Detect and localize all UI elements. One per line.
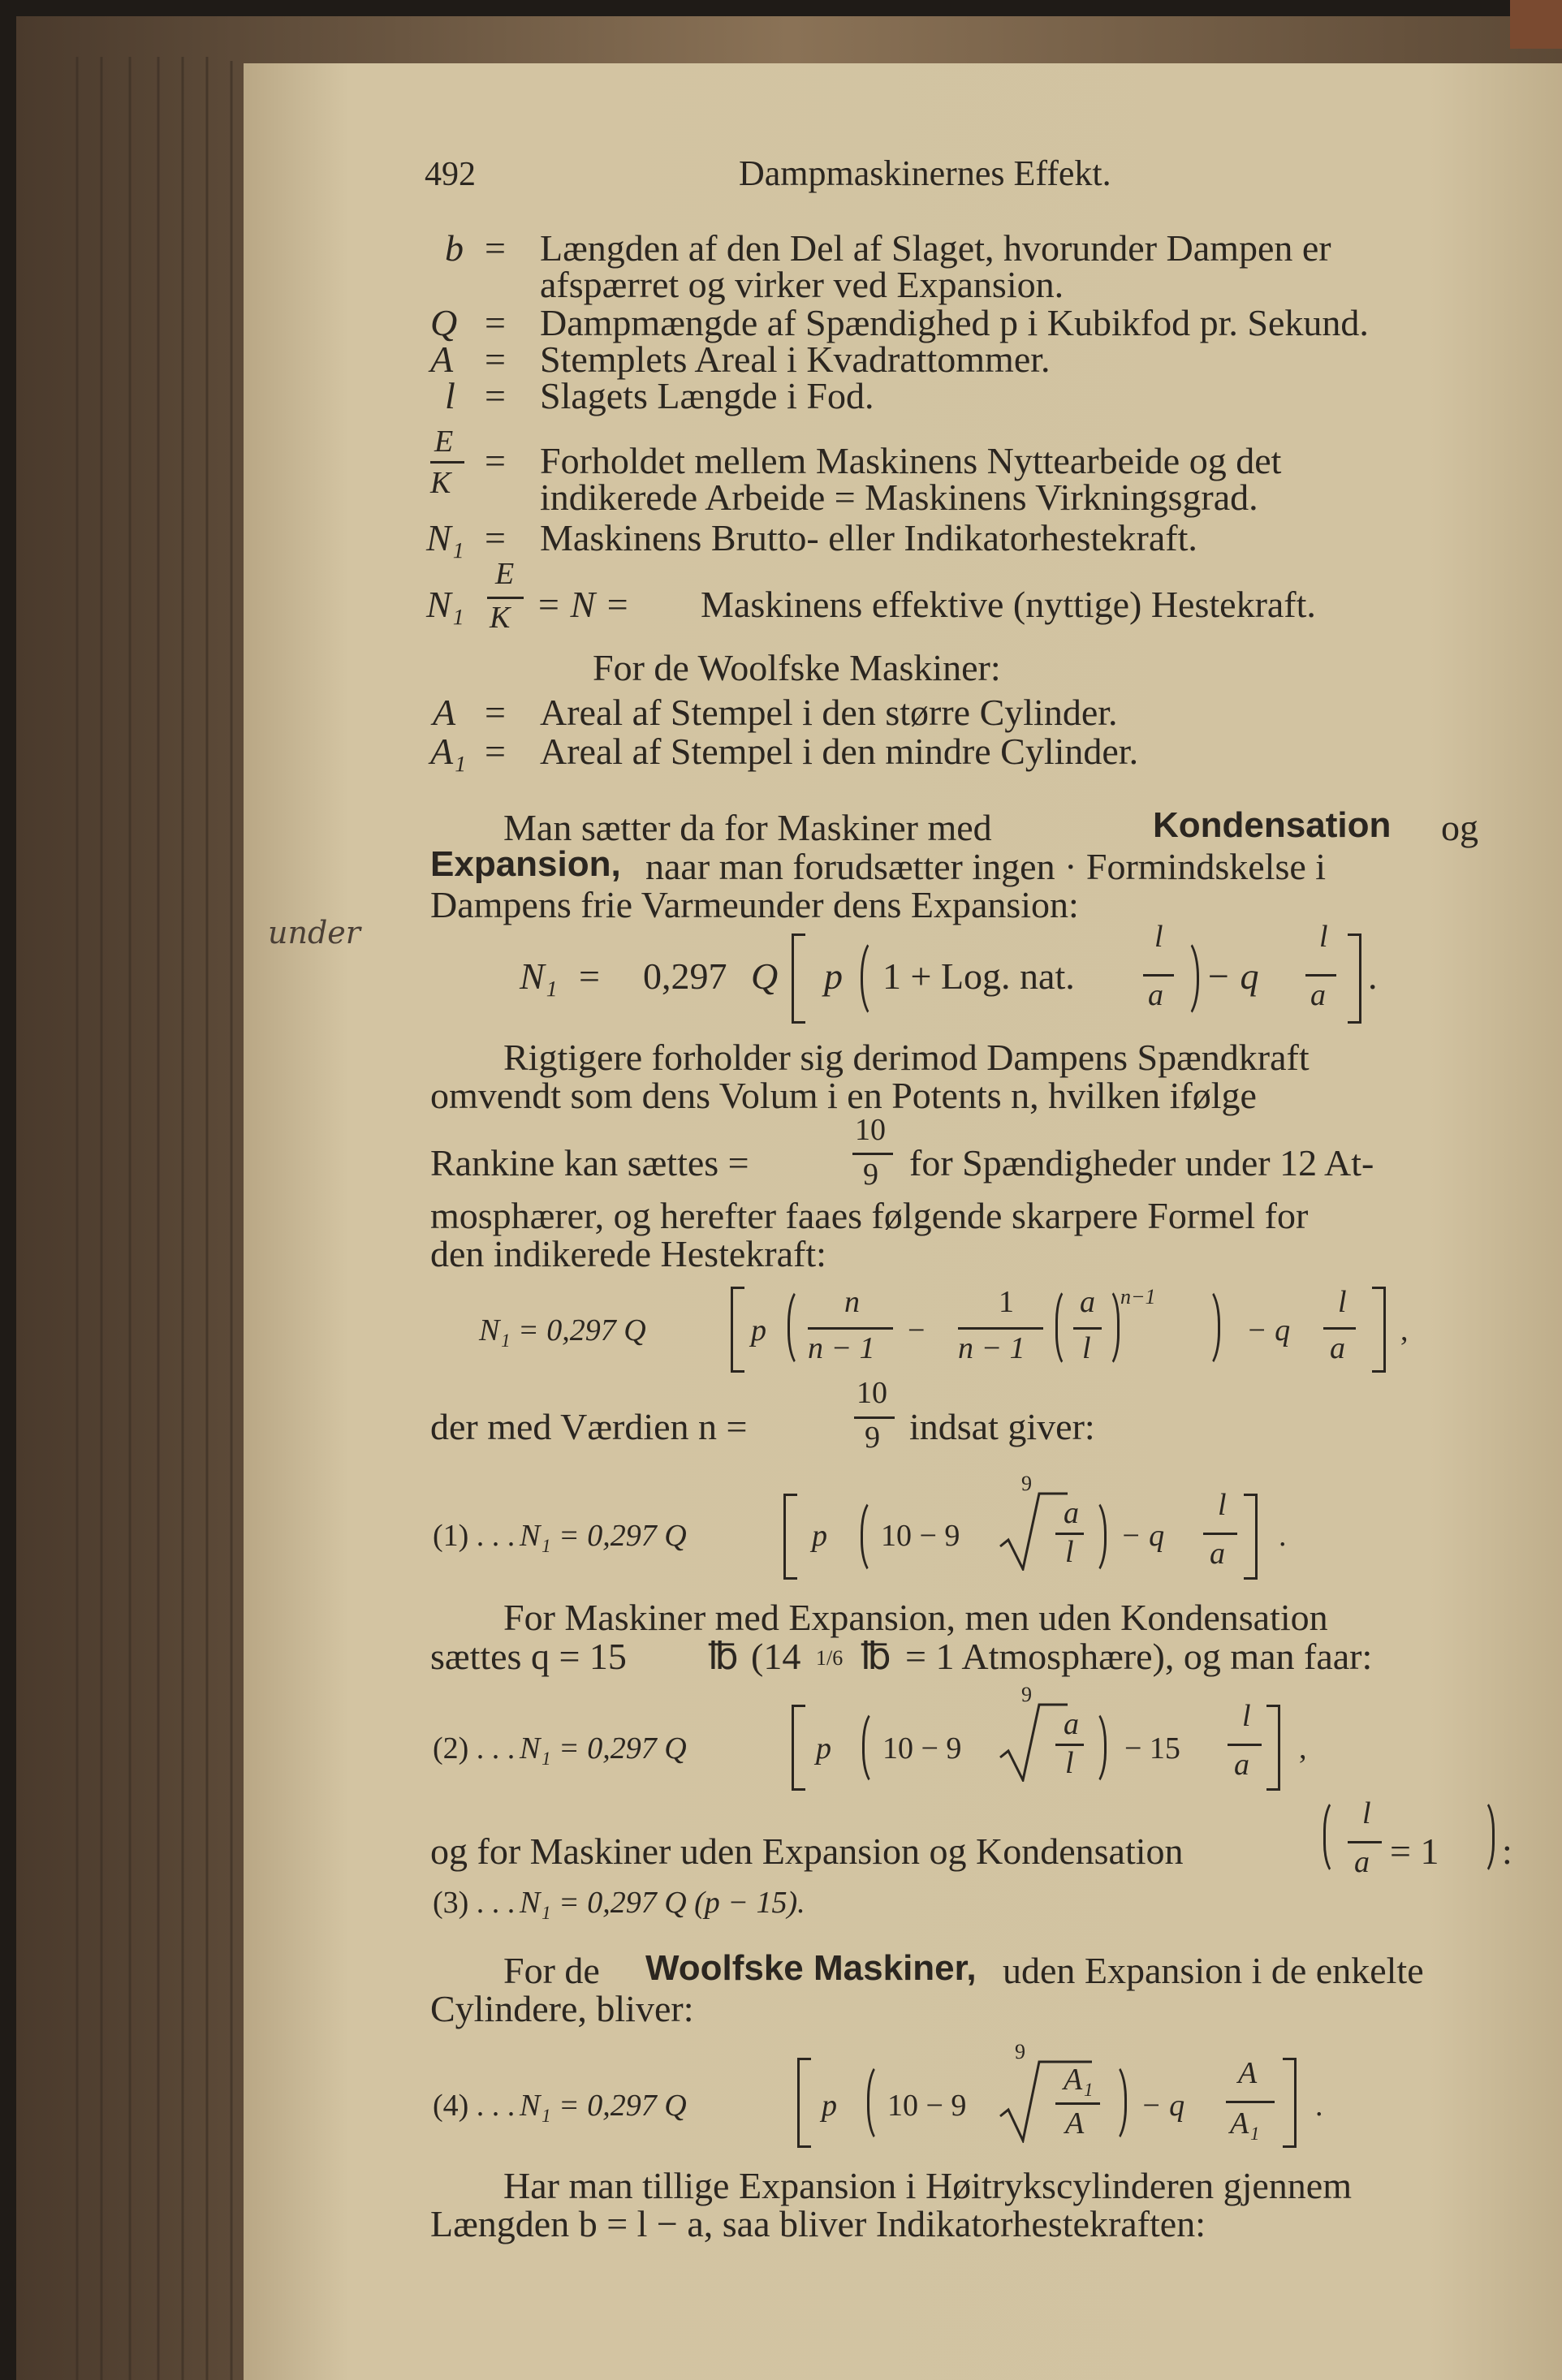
eq-label: (1) . . . [433, 1519, 516, 1553]
def-text: Maskinens effektive (nyttige) Hestekraft. [701, 584, 1316, 625]
fraction-numerator: a [1080, 1285, 1095, 1319]
paragraph-line: Man sætter da for Maskiner med [503, 807, 992, 848]
root-sign-icon [999, 1490, 1068, 1571]
eq-end: . [1368, 955, 1378, 997]
bracket-left [792, 1705, 805, 1791]
eq-minus-q: − q [1141, 2089, 1185, 2123]
fraction-bar [808, 1327, 893, 1330]
eq-lhs: N₁ = 0,297 Q [520, 1519, 687, 1553]
root-index: 9 [1015, 2040, 1025, 2063]
eq-coef: 0,297 [643, 955, 727, 997]
fraction-numerator: l [1218, 1488, 1227, 1522]
fraction-numerator: a [1064, 1496, 1079, 1530]
paragraph-line: Dampens frie Varmeunder dens Expansion: [430, 884, 1079, 925]
fraction-numerator: a [1064, 1707, 1079, 1741]
eq-one-plus-log: 1 + Log. nat. [882, 955, 1075, 997]
bracket-right [1266, 1705, 1280, 1791]
fraction-numerator: l [1362, 1796, 1371, 1830]
fraction-bar [1143, 974, 1174, 977]
fraction-numerator: l [1338, 1285, 1347, 1319]
paragraph-line: indsat giver: [909, 1406, 1095, 1447]
fraction-bar [1203, 1533, 1237, 1535]
def-text: Stemplets Areal i Kvadrattommer. [540, 338, 1051, 380]
def-equals: = [485, 692, 506, 733]
paragraph-line: For de [503, 1950, 600, 1991]
fraction-denominator: a [1354, 1845, 1370, 1879]
fraction-bar [1323, 1327, 1356, 1330]
fraction-denominator: l [1065, 1746, 1074, 1780]
fraction-denominator: a [1210, 1537, 1225, 1571]
paragraph-bold: Kondensation [1153, 805, 1392, 845]
def-text: Længden af den Del af Slaget, hvorunder Dampen er [540, 227, 1331, 269]
paragraph-line: = 1 Atmosphære), og man faar: [905, 1636, 1373, 1677]
paragraph-line: Rankine kan sættes = [430, 1142, 749, 1184]
bracket-right [1244, 1494, 1258, 1580]
paragraph-line: uden Expansion i de enkelte [1003, 1950, 1424, 1991]
fraction-denominator: a [1330, 1331, 1345, 1365]
fraction-bar [1055, 2102, 1100, 2105]
fraction-denominator: K [490, 601, 511, 635]
def-symbol: A₁ [430, 731, 467, 772]
fraction-denominator: a [1234, 1748, 1249, 1782]
paragraph-line: for Spændigheder under 12 At- [909, 1142, 1374, 1184]
fraction-bar [487, 597, 524, 599]
def-text: Areal af Stempel i den mindre Cylinder. [540, 731, 1139, 772]
fraction-denominator: A [1065, 2106, 1085, 2141]
small-fraction: 1/6 [816, 1646, 844, 1670]
bracket-left [792, 933, 805, 1024]
margin-handwritten-note: under [268, 915, 360, 951]
def-equals: = [485, 338, 506, 380]
pound-symbol: ℔ [708, 1636, 739, 1677]
paragraph-line: sættes q = 15 [430, 1636, 627, 1677]
paragraph-line: For Maskiner med Expansion, men uden Kondensation [503, 1597, 1328, 1638]
fraction-bar [854, 1416, 895, 1419]
condition-rest: = 1 [1390, 1830, 1439, 1872]
def-text: Maskinens Brutto- eller Indikatorhestekraft. [540, 517, 1197, 558]
eq-minus-fifteen: − 15 [1124, 1731, 1180, 1766]
def-equals: = N = [536, 584, 630, 625]
root-sign-icon [999, 1701, 1068, 1782]
def-text-cont: afspærret og virker ved Expansion. [540, 264, 1064, 305]
def-equals: = [485, 302, 506, 343]
eq-label: (2) . . . [433, 1731, 516, 1766]
fraction-numerator: E [434, 425, 454, 459]
fraction-denominator: n − 1 [808, 1331, 875, 1365]
fraction-numerator: E [495, 557, 515, 591]
fraction-numerator: 1 [999, 1285, 1014, 1319]
eq-minus-q: − q [1206, 955, 1259, 997]
paragraph-line: den indikerede Hestekraft: [430, 1233, 826, 1274]
def-equals: = [485, 517, 506, 558]
eq-minus-q: − q [1246, 1313, 1291, 1347]
page-number: 492 [425, 156, 476, 193]
fraction-numerator: l [1242, 1699, 1251, 1733]
paren-left [1323, 1798, 1340, 1876]
eq-ten-minus-nine: 10 − 9 [881, 1519, 960, 1553]
bracket-right [1348, 933, 1361, 1024]
eq-end: , [1400, 1313, 1409, 1347]
bracket-right [1283, 2058, 1297, 2148]
bracket-left [797, 2058, 811, 2148]
def-equals: = [485, 731, 506, 772]
eq-p: p [824, 955, 843, 997]
paragraph-line: og [1441, 807, 1478, 848]
eq-end: , [1299, 1731, 1307, 1766]
paragraph-line: og for Maskiner uden Expansion og Kondensation [430, 1830, 1184, 1872]
def-symbol: N₁ [426, 517, 464, 558]
fraction-numerator: A₁ [1064, 2063, 1094, 2097]
def-symbol: A [433, 692, 456, 733]
fraction-denominator: 9 [865, 1421, 880, 1455]
eq-p: p [812, 1519, 827, 1553]
paragraph-line: Rigtigere forholder sig derimod Dampens Spændkraft [503, 1037, 1310, 1078]
colon: : [1502, 1830, 1512, 1872]
eq-end: . [1279, 1519, 1287, 1553]
eq-exponent: n−1 [1120, 1285, 1156, 1309]
def-text: Areal af Stempel i den større Cylinder. [540, 692, 1118, 733]
paragraph-line: Længden b = l − a, saa bliver Indikatorhestekraften: [430, 2203, 1206, 2244]
eq-lhs: N₁ = 0,297 Q [520, 1731, 687, 1766]
eq-lhs: N₁ = 0,297 Q [520, 2089, 687, 2123]
paragraph-line: der med Værdien n = [430, 1406, 748, 1447]
eq-p: p [822, 2089, 837, 2123]
def-text: Dampmængde af Spændighed p i Kubikfod pr. Sekund. [540, 302, 1369, 343]
paragraph-line: Har man tillige Expansion i Høitrykscylinderen gjennem [503, 2165, 1352, 2206]
eq-label: (3) . . . [433, 1886, 516, 1920]
fraction-numerator: l [1154, 920, 1163, 954]
def-symbol: N₁ [426, 584, 464, 625]
fraction-denominator: l [1082, 1331, 1091, 1365]
fraction-bar [430, 461, 464, 463]
running-title: Dampmaskinernes Effekt. [739, 153, 1111, 193]
def-symbol: Q [430, 302, 458, 343]
fraction-numerator: l [1319, 920, 1328, 954]
bracket-left [783, 1494, 797, 1580]
def-equals: = [485, 375, 506, 416]
fraction-denominator: 9 [863, 1158, 878, 1192]
fraction-bar [958, 1327, 1043, 1330]
eq-label: (4) . . . [433, 2089, 516, 2123]
def-text-cont: indikerede Arbeide = Maskinens Virkningsgrad. [540, 476, 1258, 518]
fraction-numerator: A [1238, 2056, 1258, 2090]
eq-minus-q: − q [1120, 1519, 1165, 1553]
paragraph-line: (14 [751, 1636, 801, 1677]
def-text: Slagets Længde i Fod. [540, 375, 874, 416]
pound-symbol: ℔ [861, 1636, 891, 1677]
eq-lhs: N₁ [520, 955, 558, 997]
root-index: 9 [1021, 1472, 1032, 1495]
paragraph-bold: Expansion, [430, 844, 621, 884]
fraction-denominator: l [1065, 1535, 1074, 1569]
def-symbol: b [445, 227, 464, 269]
paren-left [1055, 1287, 1072, 1369]
root-index: 9 [1021, 1683, 1032, 1706]
eq-lhs: N₁ = 0,297 Q [479, 1313, 646, 1347]
bracket-left [731, 1287, 744, 1373]
paragraph-line: Cylindere, bliver: [430, 1988, 694, 2029]
def-equals: = [485, 440, 506, 481]
fraction-denominator: A₁ [1230, 2106, 1260, 2141]
fraction-bar [1305, 974, 1336, 977]
def-symbol: l [445, 375, 455, 416]
bracket-right [1372, 1287, 1386, 1373]
fraction-denominator: a [1148, 978, 1163, 1012]
def-equals: = [485, 227, 506, 269]
fraction-bar [1226, 2101, 1275, 2103]
equation-3: N₁ = 0,297 Q (p − 15). [520, 1886, 805, 1920]
fraction-bar [1348, 1841, 1382, 1843]
eq-ten-minus-nine: 10 − 9 [887, 2089, 967, 2123]
fraction-denominator: n − 1 [958, 1331, 1025, 1365]
fraction-bar [1228, 1744, 1262, 1746]
eq-p: p [816, 1731, 831, 1766]
paragraph-line: omvendt som dens Volum i en Potents n, hvilken ifølge [430, 1075, 1257, 1116]
fraction-numerator: 10 [857, 1376, 887, 1410]
paragraph-line: naar man forudsætter ingen · Formindskelse i [645, 846, 1327, 887]
eq-p: p [751, 1313, 766, 1347]
eq-ten-minus-nine: 10 − 9 [882, 1731, 962, 1766]
def-symbol: A [430, 338, 454, 380]
fraction-denominator: a [1310, 978, 1326, 1012]
fraction-numerator: n [844, 1285, 860, 1319]
fraction-bar [1073, 1327, 1102, 1330]
eq-minus: − [908, 1313, 926, 1347]
eq-q: Q [751, 955, 779, 997]
eq-end: . [1315, 2089, 1323, 2123]
paragraph-line: mosphærer, og herefter faaes følgende skarpere Formel for [430, 1195, 1309, 1236]
def-text: Forholdet mellem Maskinens Nyttearbeide og det [540, 440, 1282, 481]
woolf-heading: For de Woolfske Maskiner: [593, 647, 1001, 688]
fraction-bar [852, 1153, 893, 1155]
fraction-numerator: 10 [855, 1113, 886, 1147]
fraction-denominator: K [430, 466, 451, 500]
paragraph-bold: Woolfske Maskiner, [645, 1948, 977, 1988]
eq-equals: = [579, 955, 600, 997]
